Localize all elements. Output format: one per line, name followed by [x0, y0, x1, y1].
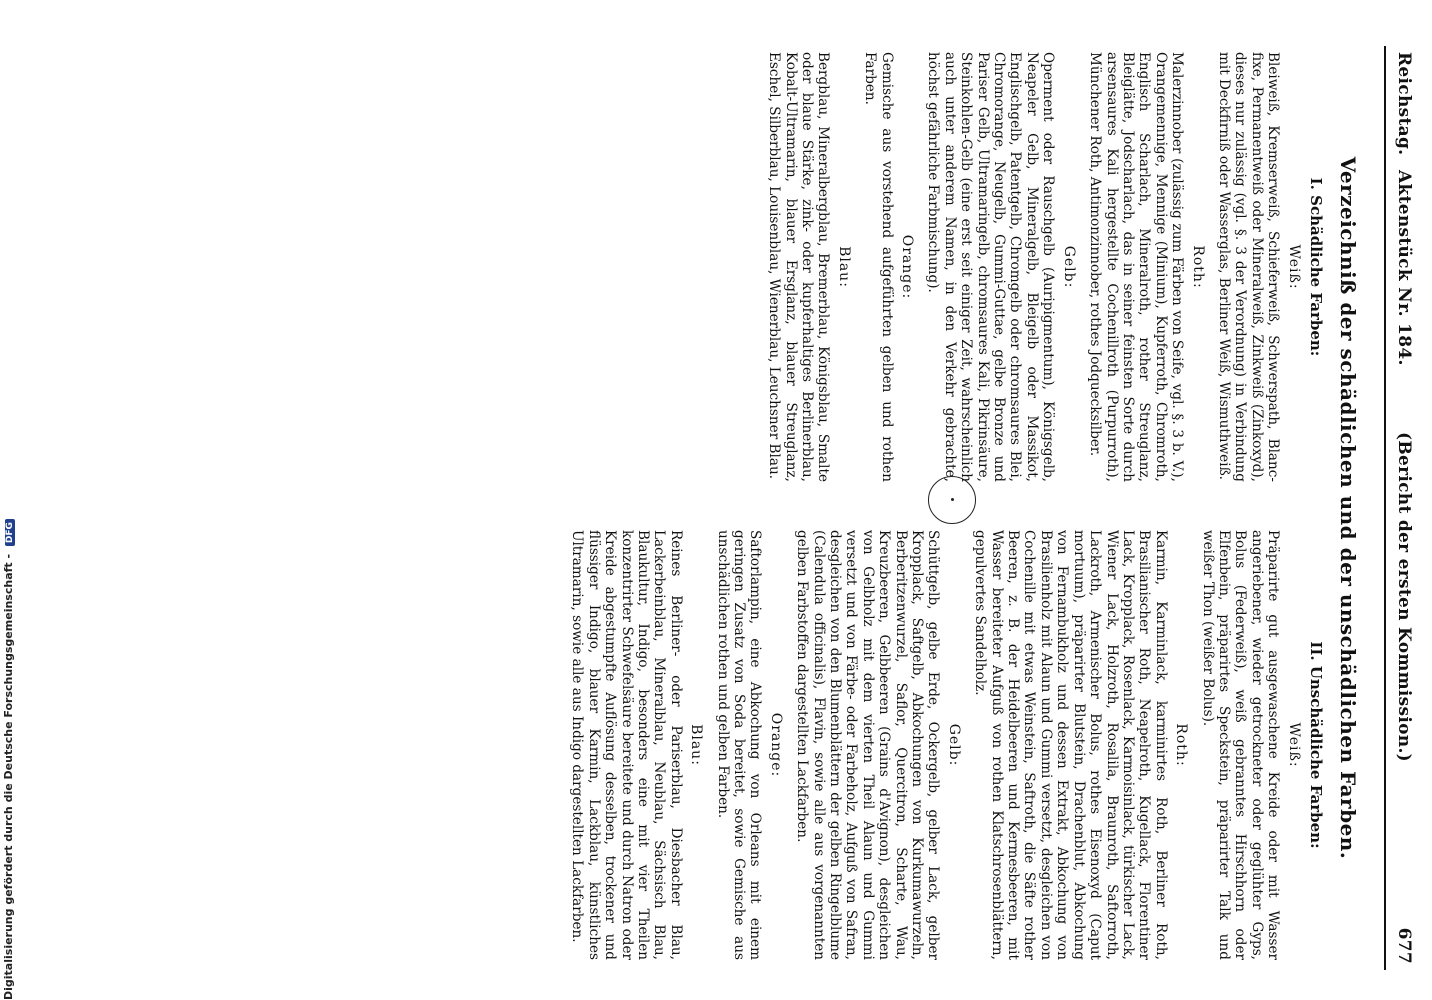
page-number: 677: [1394, 927, 1414, 964]
section-label: Weiß:: [1285, 244, 1302, 290]
section-text: Bleiweiß, Kremserweiß, Schieferweiß, Schwerspath, Blanc-fixe, Permanentweiß oder Mineralweiß, Zinkweiß (Zinkoxyd), dieses nur zulässig (vgl. §. 3 der Verordnung) in Verbindung mit Deckfirniß oder Wasserglas, Berliner Weiß, Wismuthweiß.: [1215, 52, 1282, 482]
running-header: [1390, 52, 1414, 964]
section-text: Schüttgelb, gelbe Erde, Ockergelb, gelber Lack, gelber Kropplack, Saftgelb, Abkochungen von Kurkumawurzeln, Berberitzenwurzel, Saflor, Quercitron, Scharte, Wau, Kreuzbeeren, Gelbbeeren (Grains d'Avignon), desgleichen von Gelbholz mit dem vierten Theil Alaun und Gummi versetzt und von Färbe- oder Farbeholz, Aufguß von Safran, desgleichen von den Blumenblättern der gelben Ringelblume (Calendula officinalis), Flavin, sowie alle aus vorgenannten gelben Farbstoffen dargestellten Lackfarben.: [794, 530, 942, 960]
digitization-credit: Digitalisierung gefördert durch die Deutsche Forschungsgemeinschaft -: [2, 553, 15, 1000]
page-title: Verzeichniß der schädlichen und der unschädlichen Farben.: [1336, 156, 1360, 860]
right-column-heading: II. Unschädliche Farben:: [1307, 641, 1325, 849]
section-text: Saftorlampin, eine Abkochung von Orleans mit einem geringen Zusatz von Soda bereitet, sowie Gemische aus unschädlichen rothen und gelben Farben.: [714, 530, 764, 960]
section-label: Blau:: [688, 724, 705, 766]
section-label: Roth:: [1173, 723, 1190, 767]
section-label: Gelb:: [945, 723, 962, 767]
section-text: Malerzinnober (zulässig zum Färben von Seife, vgl. §. 3 b. V.), Orangemennige, Mennige (Minium), Kupferroth, Chromroth, Englisch Scharlach, Mineralroth, rother Streuglanz, Bleiglätte, Jodscharlach, das in seiner feinsten Sorte durch arsensaures Kali hergestellte Cochenillroth (Purpurroth), Münchener Roth, Antimonzinnober, rothes Jodquecksilber.: [1087, 52, 1186, 482]
section-label: Roth:: [1189, 245, 1206, 289]
left-column-heading: I. Schädliche Farben:: [1307, 177, 1325, 357]
section-label: Gelb:: [1060, 245, 1077, 289]
section-label: Blau:: [835, 246, 852, 288]
header-center: Aktenstück Nr. 184.: [1394, 170, 1414, 366]
dfg-logo: DFG: [5, 519, 15, 546]
section-text: Karmin, Karminlack, karminirtes Roth, Berliner Roth, Brasilianischer Roth, Neapelroth, Kugellack, Florentiner Lack, Kropplack, Rosenlack, Karmoisinlack, türkischer Lack, Wiener Lack, Holzroth, Rosalila, Braunroth, Saftorroth, Lackroth, Armenischer Bolus, rothes Eisenoxyd (Caput mortuum), präparirter Blutstein, Drachenblut, Abkochung von Fernambukholz und dessen Extrakt, Abkochung von Brasilienholz mit Alaun und Gummi versetzt, desgleichen von Cochenille mit etwas Weinstein, Saftroth, die Säfte rother Beeren, z. B. der Heidelbeeren und Kermesbeeren, mit Wasser bereiteter Aufguß von rothen Klatschrosenblättern, gepulvertes Sandelholz.: [972, 530, 1169, 960]
section-label: Weiß:: [1285, 722, 1302, 768]
section-text: Operment oder Rauschgelb (Auripigmentum), Königsgelb, Neapeler Gelb, Mineralgelb, Bleigelb oder Massikot, Englischgelb, Patentgelb, Chromgelb oder chromsaures Blei, Chromorange, Neugelb, Gummi-Guttae, gelbe Bronze und Pariser Gelb, Ultramaringelb, chromsaures Kali, Pikrinsäure, Steinkohlen-Gelb (eine erst seit einiger Zeit, wahrscheinlich auch unter anderem Namen, in den Verkehr gebrachte, höchst gefährliche Farbmischung).: [925, 52, 1057, 482]
section-text: Bergblau, Mineralbergblau, Bremerblau, Königsblau, Smalte oder blaue Stärke, zink- oder kupferhaltiges Berlinerblau, Kobalt-Ultramarin, blauer Ersglanz, blauer Streuglanz, Eschel, Silberblau, Louisenblau, Wienerblau, Leuchsner Blau.: [766, 52, 832, 482]
header-left: Reichstag.: [1394, 52, 1414, 156]
right-column: [559, 530, 1324, 960]
left-column: [756, 52, 1324, 482]
section-label: Orange:: [899, 234, 916, 300]
section-text: Präparirte gut ausgewaschene Kreide oder mit Wasser angeriebener, wieder getrockneter oder geglühter Gyps, Bolus (Federweiß), weiß gebranntes Hirschhorn oder Elfenbein, präparirtes Speckstein, präparirter Talk und weißer Thon (weißer Bolus).: [1199, 530, 1282, 960]
header-rule: [1384, 46, 1386, 970]
header-right: (Bericht der ersten Kommission.): [1394, 432, 1414, 763]
section-text: Reines Berliner- oder Pariserblau, Diesbacher Blau, Lackerbeinblau, Mineralblau, Neublau, Sächsisch Blau, Blaukultur, Indigo, besonders eine mit vier Theilen konzentrirter Schwefelsäure bereitete und durch Natron oder Kreide abgestumpfte Auflösung desselben, trockener und flüssiger Indigo, blauer Karmin, Lackblau, künstliches Ultramarin, sowie alle aus Indigo dargestellten Lackfarben.: [569, 530, 684, 960]
punch-hole-mark: [928, 476, 976, 524]
section-text: Gemische aus vorstehend aufgeführten gelben und rothen Farben.: [862, 52, 895, 482]
section-label: Orange:: [767, 712, 784, 778]
